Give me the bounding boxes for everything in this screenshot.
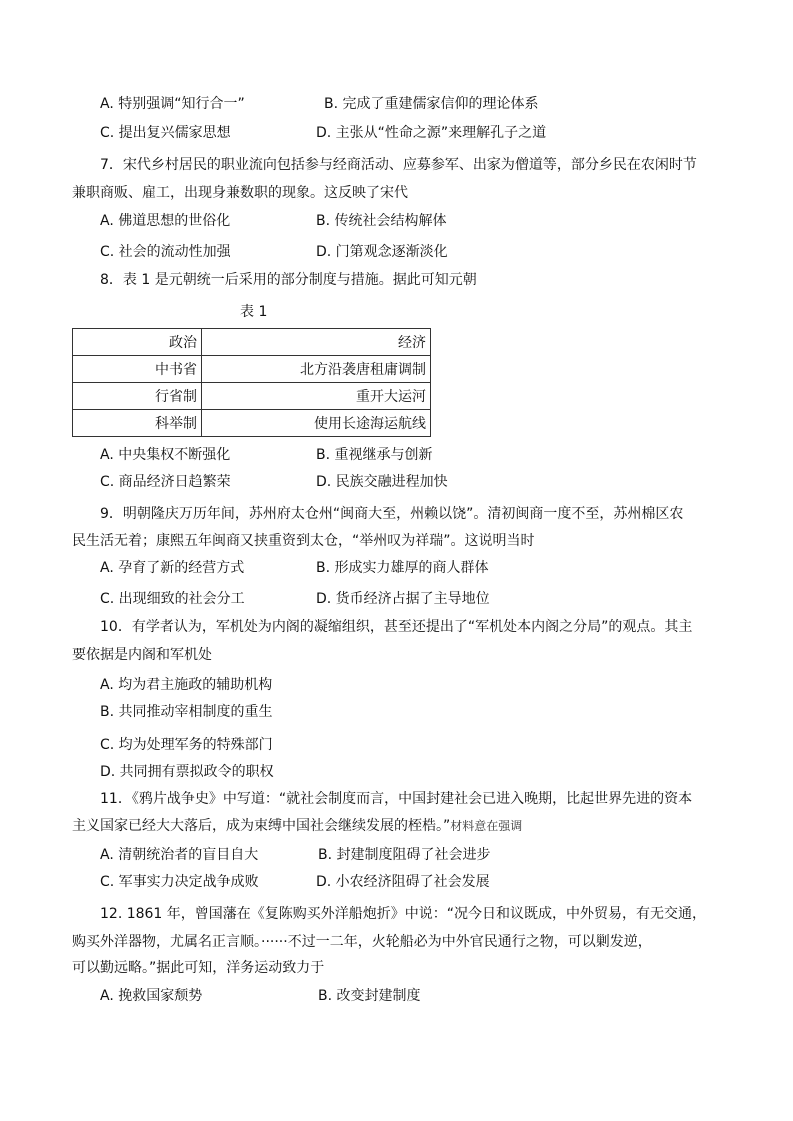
q7-stem-line1: 7．宋代乡村居民的职业流向包括参与经商活动、应募参军、出家为僧道等，部分乡民在农闲时节 [100,157,697,173]
q11-quote-text: 主义国家已经大大落后，成为束缚中国社会继续发展的桎梏。” [72,818,451,834]
table-cell: 北方沿袭唐租庸调制 [202,356,431,383]
q11-option-c: C. 军事实力决定战争成败 [100,874,259,890]
table-cell: 中书省 [73,356,202,383]
q6-option-c: C. 提出复兴儒家思想 [100,125,231,141]
q11-option-a: A. 清朝统治者的盲目自大 [100,847,259,863]
q11-option-d: D. 小农经济阻碍了社会发展 [316,874,490,890]
q9-stem-line2: 民生活无着；康熙五年闽商又挟重资到太仓，“举州叹为祥瑞”。这说明当时 [72,533,535,549]
q10-stem-line2: 要依据是内阁和军机处 [72,647,212,663]
table-row [73,356,431,383]
q8-stem: 8．表 1 是元朝统一后采用的部分制度与措施。据此可知元朝 [100,272,477,288]
q12-stem-line1: 12. 1861 年，曾国藩在《复陈购买外洋船炮折》中说：“况今日和议既成，中外贸易，有无交通， [100,906,707,922]
table-cell: 重开大运河 [202,383,431,410]
q12-stem-line2: 购买外洋器物，尤属名正言顺。······不过一二年，火轮船必为中外官民通行之物，可以剿发逆， [72,934,652,950]
policy-table [72,328,431,437]
table-cell: 行省制 [73,383,202,410]
table-cell: 使用长途海运航线 [202,410,431,437]
table-cell: 科举制 [73,410,202,437]
q10-option-b: B. 共同推动宰相制度的重生 [100,704,273,720]
q11-stem-line2 [72,817,522,835]
q9-option-d: D. 货币经济占据了主导地位 [316,591,490,607]
q10-stem-line1: 10．有学者认为，军机处为内阁的凝缩组织，甚至还提出了“军机处本内阁之分局”的观点。其主 [100,619,693,635]
q11-stem-line1: 11．《鸦片战争史》中写道：“就社会制度而言，中国封建社会已进入晚期，比起世界先进的资本 [100,791,693,807]
q9-option-c: C. 出现细致的社会分工 [100,591,245,607]
q12-option-b: B. 改变封建制度 [318,988,421,1004]
q10-option-d: D. 共同拥有票拟政令的职权 [100,764,274,780]
q10-option-c: C. 均为处理军务的特殊部门 [100,737,273,753]
q6-option-b: B. 完成了重建儒家信仰的理论体系 [324,96,539,112]
q11-question-tail: 材料意在强调 [450,819,523,833]
table-caption: 表 1 [240,304,268,320]
q6-option-a: A. 特别强调“知行合一” [100,96,245,112]
q6-option-d: D. 主张从“性命之源”来理解孔子之道 [316,125,547,141]
q7-option-c: C. 社会的流动性加强 [100,244,231,260]
table-header-row [73,329,431,356]
q7-option-a: A. 佛道思想的世俗化 [100,213,231,229]
q9-stem-line1: 9．明朝隆庆万历年间，苏州府太仓州“闽商大至，州赖以饶”。清初闽商一度不至，苏州棉区农 [100,506,684,522]
q11-option-b: B. 封建制度阻碍了社会进步 [318,847,491,863]
q7-option-d: D. 门第观念逐渐淡化 [316,244,448,260]
q12-option-a: A. 挽救国家颓势 [100,988,203,1004]
q7-option-b: B. 传统社会结构解体 [316,213,447,229]
table-header-economy: 经济 [202,329,431,356]
q8-option-b: B. 重视继承与创新 [316,447,433,463]
q9-option-b: B. 形成实力雄厚的商人群体 [316,560,489,576]
q9-option-a: A. 孕育了新的经营方式 [100,560,245,576]
q12-stem-line3: 可以勤远略。”据此可知，洋务运动致力于 [72,960,325,976]
table-row [73,383,431,410]
q8-option-a: A. 中央集权不断强化 [100,447,231,463]
table-header-politics: 政治 [73,329,202,356]
q8-option-d: D. 民族交融进程加快 [316,474,448,490]
q7-stem-line2: 兼职商贩、雇工，出现身兼数职的现象。这反映了宋代 [72,185,408,201]
q10-option-a: A. 均为君主施政的辅助机构 [100,677,273,693]
q8-option-c: C. 商品经济日趋繁荣 [100,474,231,490]
table-row [73,410,431,437]
